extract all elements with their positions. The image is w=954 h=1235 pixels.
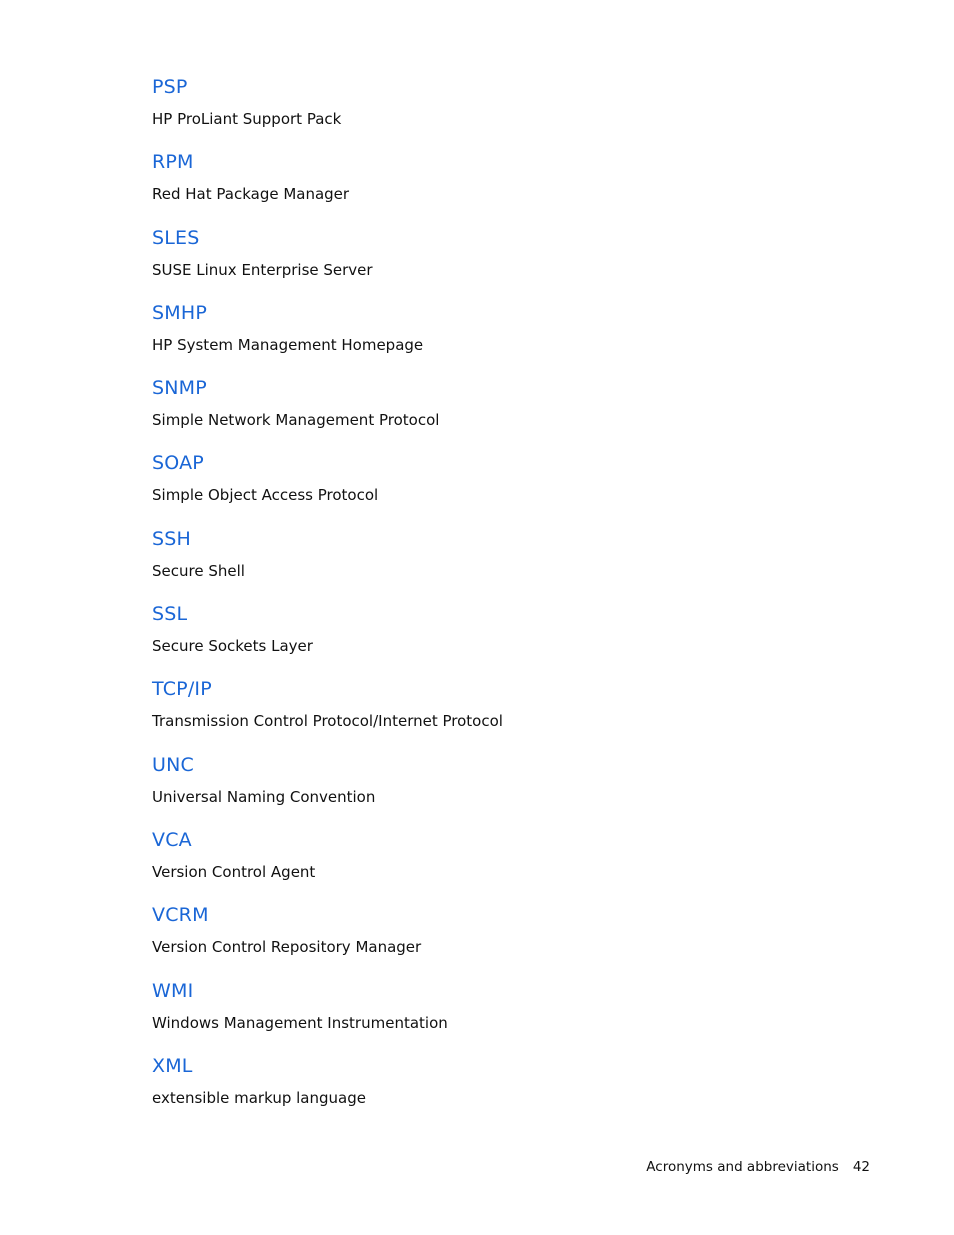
acronym-entry	[152, 601, 852, 676]
acronym-term: SMHP	[152, 301, 207, 324]
acronym-list	[152, 74, 852, 1128]
acronym-definition: Secure Sockets Layer	[152, 637, 313, 656]
footer-section-title: Acronyms and abbreviations	[646, 1159, 839, 1175]
acronym-definition: Secure Shell	[152, 561, 245, 580]
acronym-definition: Red Hat Package Manager	[152, 185, 350, 204]
acronym-term: UNC	[152, 753, 194, 776]
acronym-entry	[152, 149, 852, 224]
acronym-definition: Windows Management Instrumentation	[152, 1013, 448, 1032]
acronym-definition: SUSE Linux Enterprise Server	[152, 260, 373, 279]
acronym-definition: Version Control Repository Manager	[152, 938, 422, 957]
acronym-entry	[152, 300, 852, 375]
acronym-entry	[152, 225, 852, 300]
acronym-term: SSL	[152, 603, 188, 626]
page-number: 42	[852, 1159, 870, 1175]
acronym-definition: Version Control Agent	[152, 862, 316, 881]
acronym-entry	[152, 827, 852, 902]
acronym-definition: extensible markup language	[152, 1088, 366, 1107]
acronym-term: SLES	[152, 226, 200, 249]
acronym-entry	[152, 450, 852, 525]
acronym-term: VCRM	[152, 904, 209, 927]
acronym-entry	[152, 1053, 852, 1128]
acronym-term: TCP/IP	[152, 678, 212, 701]
acronym-term: SNMP	[152, 377, 207, 400]
acronym-entry	[152, 375, 852, 450]
acronym-term: PSP	[152, 76, 188, 98]
acronym-term: XML	[152, 1054, 193, 1077]
acronym-term: VCA	[152, 828, 192, 851]
acronym-entry	[152, 902, 852, 977]
acronym-term: WMI	[152, 979, 194, 1002]
acronym-entry	[152, 752, 852, 827]
page-footer	[646, 1158, 870, 1176]
acronym-entry	[152, 526, 852, 601]
acronym-entry	[152, 74, 852, 149]
acronym-definition: Simple Network Management Protocol	[152, 411, 440, 430]
acronym-definition: Transmission Control Protocol/Internet Protocol	[152, 712, 503, 731]
acronym-term: SSH	[152, 527, 192, 550]
acronym-term: RPM	[152, 151, 194, 174]
acronym-definition: HP System Management Homepage	[152, 335, 424, 354]
acronym-definition: Simple Object Access Protocol	[152, 486, 379, 505]
acronym-entry	[152, 676, 852, 751]
acronym-definition: Universal Naming Convention	[152, 787, 376, 806]
acronym-definition: HP ProLiant Support Pack	[152, 110, 342, 128]
acronym-entry	[152, 978, 852, 1053]
acronym-term: SOAP	[152, 452, 204, 475]
